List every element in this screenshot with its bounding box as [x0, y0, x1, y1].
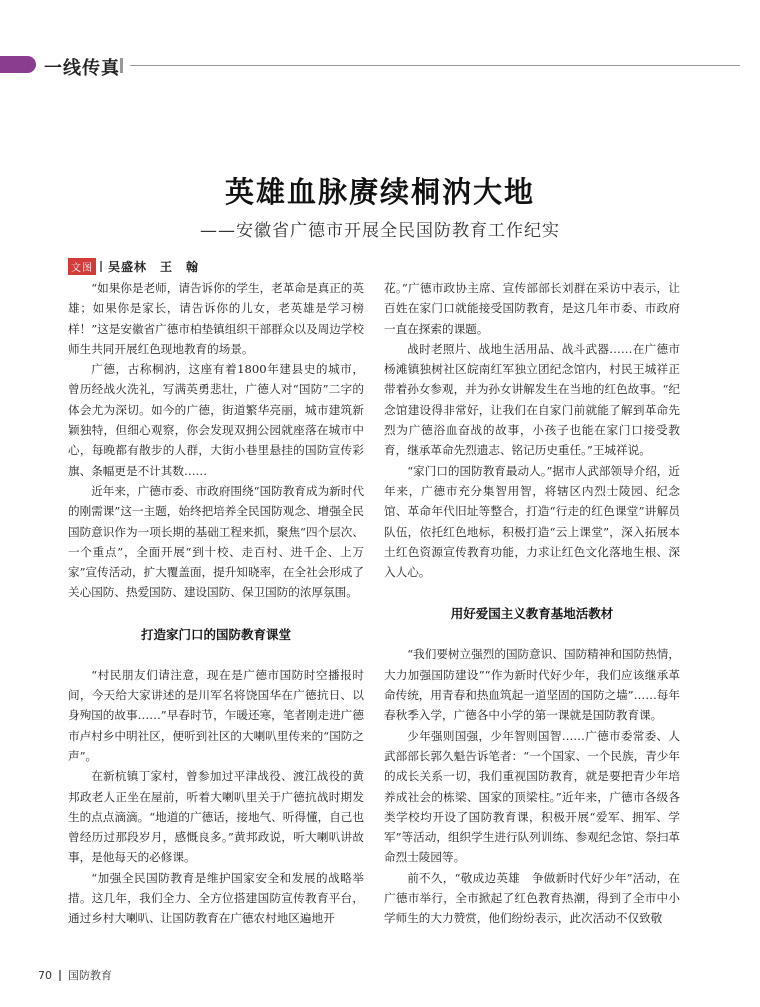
- paragraph: 少年强则国强，少年智则国智……广德市委常委、人武部部长郭久魁告诉笔者：“一个国家、一个民族，青少年的成长关系一切，我们重视国防教育，就是要把青少年培养成社会的栋梁、国家的顶梁柱。”近年来，广德市各级各类学校均开设了国防教育课，积极开展“爱军、拥军、学军”等活动，组织学生进行队列训练、参观纪念馆、祭扫革命烈士陵园等。: [384, 728, 680, 865]
- paragraph-continued: 花。”广德市政协主席、宣传部部长刘群在采访中表示，让百姓在家门口就能接受国防教育，是这几年市委、市政府一直在探索的课题。: [384, 281, 680, 336]
- section-divider: [120, 58, 123, 73]
- byline-tag: 文图: [68, 258, 96, 275]
- paragraph: “我们要树立强烈的国防意识、国防精神和国防热情，大力加强国防建设”“作为新时代好少年，我们应该继承革命传统，用青春和热血筑起一道坚固的国防之墙”……每年春秋季入学，广德各中小学的第一课就是国防教育课。: [384, 647, 680, 723]
- paragraph: “家门口的国防教育最动人。”据市人武部领导介绍，近年来，广德市充分集智用智，将辖区内烈士陵园、纪念馆、革命年代旧址等整合，打造“行走的红色课堂”讲解员队伍，依托红色地标，积极打造“云上课堂”，深入拓展本土红色资源宣传教育功能，力求让红色文化落地生根、深入人心。: [384, 463, 680, 580]
- section-color-bar: [0, 56, 36, 73]
- page-number: 70: [38, 968, 52, 982]
- paragraph: “加强全民国防教育是维护国家安全和发展的战略举措。这几年，我们全力、全方位搭建国防宣传教育平台，通过乡村大喇叭、让国防教育在广德农村地区遍地开: [68, 870, 364, 926]
- journal-name: 国防教育: [68, 969, 112, 982]
- header-rule: [130, 65, 740, 66]
- article-title: 英雄血脉赓续桐汭大地: [224, 175, 535, 209]
- section-heading: 用好爱国主义教育基地活教材: [450, 606, 614, 622]
- paragraph: 战时老照片、战地生活用品、战斗武器……在广德市杨滩镇独树社区皖南红军独立团纪念馆内，村民王城祥正带着孙女参观，并为孙女讲解发生在当地的红色故事。“纪念馆建设得非常好，让我们在自家门前就能了解到革命先烈为广德浴血奋战的故事，小孩子也能在家门口接受教育，继承革命先烈遗志、铭记历史重任。”王城祥说。: [384, 341, 680, 458]
- section-label: 一线传真: [44, 58, 120, 79]
- article-subtitle: ——安徽省广德市开展全民国防教育工作纪实: [200, 221, 560, 241]
- paragraph: 近年来，广德市委、市政府围绕“国防教育成为新时代的刚需课”这一主题，始终把培养全民国防观念、增强全民国防意识作为一项长期的基础工程来抓，聚焦“四个层次、一个重点”，全面开展“到十校、走百村、进千企、上万家”宣传活动，扩大覆盖面，提升知晓率，在全社会形成了关心国防、热爱国防、建设国防、保卫国防的浓厚氛围。: [68, 483, 364, 600]
- right-column: [384, 278, 680, 929]
- paragraph: 在新杭镇丁家村，曾参加过平津战役、渡江战役的黄邦政老人正坐在屋前，听着大喇叭里关于广德抗战时期发生的点点滴滴。“地道的广德话，接地气、听得懂，自己也曾经历过那段岁月，感慨良多。”黄邦政说，听大喇叭讲故事，是他每天的必修课。: [68, 769, 364, 865]
- byline: [68, 258, 199, 275]
- paragraph: 广德，古称桐汭，这座有着1800年建县史的城市，曾历经战火洗礼，写满英勇悲壮，广德人对“国防”二字的体会尤为深切。如今的广德，街道繁华亮丽，城市建筑新颖独特，但细心观察，你会发现双拥公园就座落在城市中心，每晚都有散步的人群，大街小巷里悬挂的国防宣传彩旗、条幅更是不计其数……: [68, 362, 364, 478]
- section-heading: 打造家门口的国防教育课堂: [140, 626, 291, 642]
- paragraph: “村民朋友们请注意，现在是广德市国防时空播报时间，今天给大家讲述的是川军名将饶国华在广德抗日、以身殉国的故事……”早春时节，乍暖还寒，笔者刚走进广德市卢村乡中明社区，便听到社区的大喇叭里传来的“国防之声”。: [68, 667, 364, 763]
- paragraph: 前不久，“敬成边英雄 争做新时代好少年”活动，在广德市举行，全市掀起了红色教育热潮，得到了全市中小学师生的大力赞赏，他们纷纷表示，此次活动不仅致敬: [384, 870, 680, 926]
- paragraph: “如果你是老师，请告诉你的学生，老革命是真正的英雄；如果你是家长，请告诉你的儿女，老英雄是学习榜样！”这是安徽省广德市柏垫镇组织干部群众以及周边学校师生共同开展红色现地教育的场景。: [68, 281, 364, 356]
- left-column: [68, 278, 364, 929]
- page-footer: [38, 967, 112, 983]
- byline-authors: 吴盛林 王 翰: [108, 260, 200, 274]
- footer-divider: [59, 970, 61, 981]
- byline-divider: [100, 261, 102, 272]
